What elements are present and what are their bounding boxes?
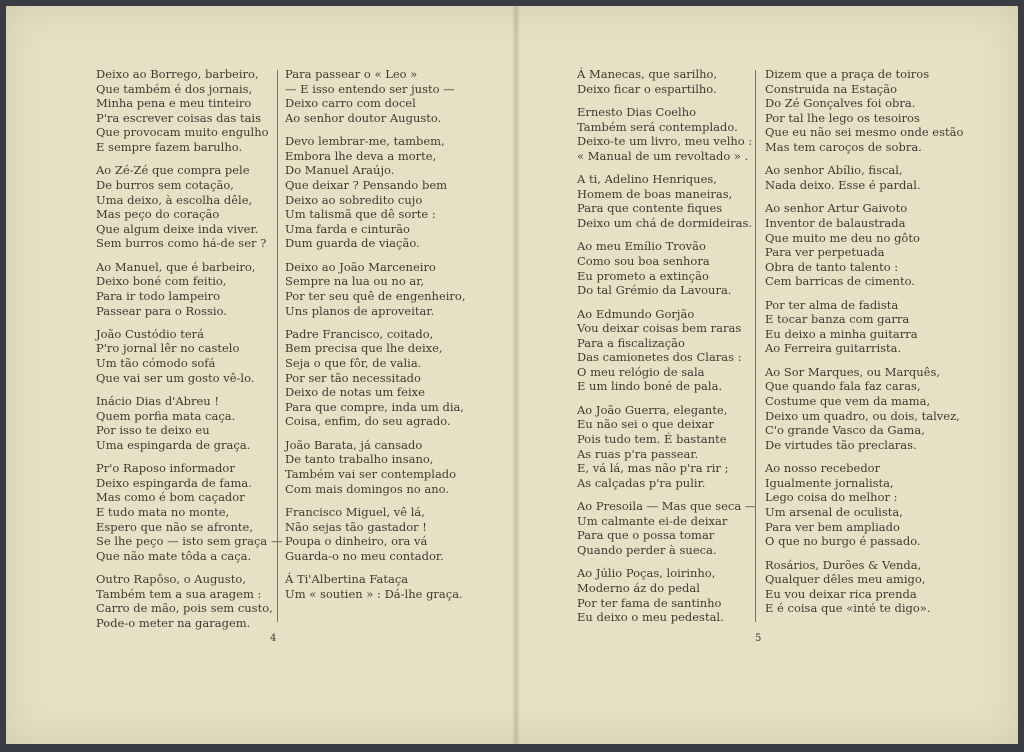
verse-line: Que algum deixe inda viver. (96, 221, 259, 236)
verse-line: Que também é dos jornais, (96, 81, 253, 96)
verse-line: Do Manuel Araújo. (285, 163, 395, 178)
stanza (577, 67, 757, 96)
verse-line: Ao Zé-Zé que compra pele (96, 163, 250, 178)
poem-column-page4-left (96, 67, 283, 639)
verse-line: Também vai ser contemplado (285, 467, 457, 482)
verse-line: Inácio Dias d'Abreu ! (96, 394, 219, 409)
poem-column-page4-right (285, 67, 465, 610)
verse-line: Espero que não se afronte, (96, 519, 253, 534)
verse-line: Para que contente fiques (577, 201, 723, 216)
verse-line: Não sejas tão gastador ! (285, 519, 427, 534)
verse-line: Também será contemplado. (577, 119, 738, 134)
verse-line: Ao Presoila — Mas que seca — (577, 499, 757, 514)
verse-line: Qualquer dêles meu amigo, (765, 572, 926, 587)
verse-line: Eu não sei o que deixar (577, 417, 714, 432)
verse-line: Para que compre, inda um dia, (285, 399, 465, 414)
verse-line: Por tal lhe lego os tesoiros (765, 110, 920, 125)
verse-line: Uma espingarda de graça. (96, 437, 251, 452)
stanza (96, 67, 276, 155)
verse-line: Pr'o Raposo informador (96, 461, 235, 476)
stanza (96, 394, 276, 452)
verse-line: Por ser tão necessitado (285, 370, 421, 385)
verse-line: Um arsenal de oculista, (765, 505, 903, 520)
verse-line: Por ter alma de fadista (765, 297, 899, 312)
verse-line: E tudo mata no monte, (96, 505, 230, 520)
verse-line: Á Ti'Albertina Fataça (285, 572, 409, 587)
verse-line: Para passear o « Leo » (285, 67, 418, 81)
verse-line: Eu vou deixar rica prenda (765, 586, 917, 601)
verse-line: Rosários, Durões & Venda, (765, 557, 922, 572)
verse-line: Para ver bem ampliado (765, 519, 900, 534)
verse-line: Ao senhor Abílio, fiscal, (765, 163, 903, 178)
verse-line: Uns planos de aproveitar. (285, 303, 435, 318)
verse-line: Ao Manuel, que é barbeiro, (96, 259, 256, 274)
verse-line: O meu relógio de sala (577, 364, 705, 379)
verse-line: Construida na Estação (765, 81, 898, 96)
verse-line: Deixo ao sobredito cujo (285, 192, 423, 207)
verse-line: Também tem a sua aragem : (96, 586, 262, 601)
verse-line: Uma deixo, à escolha dêle, (96, 192, 253, 207)
verse-line: Quando perder à sueca. (577, 543, 717, 557)
stanza (765, 163, 945, 192)
verse-line: De virtudes tão preclaras. (765, 437, 917, 452)
verse-line: Que deixar ? Pensando bem (285, 177, 448, 192)
verse-line: Por ter fama de santinho (577, 595, 722, 610)
verse-line: Passear para o Rossio. (96, 303, 227, 318)
stanza (285, 505, 465, 563)
verse-line: Nada deixo. Esse é pardal. (765, 177, 921, 192)
verse-line: Como sou boa senhora (577, 253, 710, 268)
stanza (765, 558, 945, 616)
poem-column-page5-left (577, 67, 757, 634)
stanza (285, 438, 465, 496)
verse-line: A ti, Adelino Henriques, (577, 172, 717, 187)
verse-line: Deixo carro com docel (285, 96, 416, 111)
stanza (96, 260, 276, 318)
verse-line: Se lhe peço — isto sem graça — (96, 534, 283, 549)
verse-line: Sempre na lua ou no ar, (285, 274, 425, 289)
stanza (96, 327, 276, 385)
stanza (765, 298, 945, 356)
verse-line: Eu prometo a extinção (577, 268, 709, 283)
verse-line: Dum guarda de viação. (285, 236, 420, 251)
stanza (285, 327, 465, 429)
stanza (765, 364, 960, 453)
verse-line: Um talismã que dê sorte : (285, 207, 436, 222)
verse-line: Deixo ao João Marceneiro (285, 259, 436, 274)
stanza (96, 572, 276, 630)
verse-line: Ao Sor Marques, ou Marquês, (765, 364, 940, 379)
stanza (577, 566, 757, 624)
page-number-5: 5 (755, 633, 762, 644)
verse-line: P'ra escrever coisas das tais (96, 110, 262, 125)
verse-line: Costume que vem da mama, (765, 394, 931, 409)
verse-line: Obra de tanto talento : (765, 259, 899, 274)
verse-line: Guarda-o no meu contador. (285, 548, 444, 563)
verse-line: Um calmante ei-de deixar (577, 513, 728, 528)
verse-line: Que quando fala faz caras, (765, 379, 921, 394)
verse-line: Para que o possa tomar (577, 528, 715, 543)
verse-line: Francisco Miguel, vê lá, (285, 505, 425, 520)
verse-line: Outro Rapôso, o Augusto, (96, 572, 246, 587)
verse-line: O que no burgo é passado. (765, 534, 921, 549)
verse-line: Que não mate tôda a caça. (96, 548, 252, 563)
verse-line: Minha pena e meu tinteiro (96, 96, 252, 111)
verse-line: Deixo de notas um feixe (285, 385, 425, 400)
verse-line: Para ir todo lampeiro (96, 288, 221, 303)
verse-line: E é coisa que «inté te digo». (765, 601, 931, 616)
verse-line: Deixo ao Borrego, barbeiro, (96, 67, 259, 81)
verse-line: Das camionetes dos Claras : (577, 350, 742, 365)
verse-line: Mas como é bom caçador (96, 490, 245, 505)
verse-line: Ao nosso recebedor (765, 461, 881, 476)
stanza (577, 105, 757, 163)
stanza (577, 239, 757, 297)
stanza (96, 461, 283, 563)
stanza (285, 134, 465, 251)
verse-line: Um « soutien » : Dá-lhe graça. (285, 586, 463, 601)
verse-line: Pode-o meter na garagem. (96, 615, 251, 630)
verse-line: Do Zé Gonçalves foi obra. (765, 96, 916, 111)
verse-line: Com mais domingos no ano. (285, 481, 450, 496)
verse-line: Sem burros como há-de ser ? (96, 236, 267, 251)
verse-line: Uma farda e cinturão (285, 221, 410, 236)
verse-line: Padre Francisco, coitado, (285, 326, 434, 341)
verse-line: « Manual de um revoltado » . (577, 148, 749, 163)
verse-line: Deixo ficar o espartilho. (577, 81, 717, 96)
verse-line: De burros sem cotação, (96, 177, 234, 192)
verse-line: Que muito me deu no gôto (765, 230, 920, 245)
verse-line: Carro de mão, pois sem custo, (96, 601, 273, 616)
verse-line: Um tão cómodo sofá (96, 356, 216, 371)
stanza (577, 172, 757, 230)
verse-line: Dizem que a praça de toiros (765, 67, 930, 81)
verse-line: De tanto trabalho insano, (285, 452, 434, 467)
verse-line: Ernesto Dias Coelho (577, 104, 697, 119)
verse-line: Deixo boné com feitio, (96, 274, 227, 289)
verse-line: Por ter seu quê de engenheiro, (285, 288, 466, 303)
verse-line: — E isso entendo ser justo — (285, 81, 455, 96)
stanza (285, 260, 465, 318)
verse-line: João Barata, já cansado (285, 437, 423, 452)
verse-line: E, vá lá, mas não p'ra rir ; (577, 461, 729, 476)
verse-line: Á Manecas, que sarilho, (577, 67, 718, 81)
verse-line: Devo lembrar-me, tambem, (285, 134, 445, 149)
stanza (96, 163, 276, 251)
verse-line: Vou deixar coisas bem raras (577, 321, 742, 336)
verse-line: Poupa o dinheiro, ora vá (285, 534, 428, 549)
verse-line: E sempre fazem barulho. (96, 139, 243, 154)
column-divider-page4 (277, 70, 278, 622)
verse-line: Ao João Guerra, elegante, (577, 402, 728, 417)
verse-line: Eu deixo a minha guitarra (765, 326, 918, 341)
stanza (285, 67, 465, 125)
verse-line: Cem barricas de cimento. (765, 274, 915, 289)
poem-column-page5-right (765, 67, 964, 625)
verse-line: Do tal Grémio da Lavoura. (577, 283, 732, 298)
verse-line: Ao senhor Artur Gaivoto (765, 201, 908, 216)
verse-line: Ao senhor doutor Augusto. (285, 110, 442, 125)
center-fold (512, 6, 520, 744)
verse-line: Ao Júlio Poças, loirinho, (577, 566, 716, 581)
stanza (285, 572, 465, 601)
page-number-4: 4 (270, 633, 277, 644)
verse-line: Moderno áz do pedal (577, 580, 700, 595)
verse-line: Ao Edmundo Gorjão (577, 306, 695, 321)
verse-line: Deixo-te um livro, meu velho : (577, 134, 753, 149)
verse-line: Seja o que fôr, de valia. (285, 356, 422, 371)
verse-line: Que vai ser um gosto vê-lo. (96, 370, 255, 385)
verse-line: Por isso te deixo eu (96, 423, 210, 438)
stanza (577, 499, 757, 557)
verse-line: Bem precisa que lhe deixe, (285, 341, 443, 356)
verse-line: Inventor de balaustrada (765, 215, 906, 230)
verse-line: Que provocam muito engulho (96, 125, 269, 140)
verse-line: Deixo espingarda de fama. (96, 475, 252, 490)
verse-line: Que eu não sei mesmo onde estão (765, 125, 964, 140)
verse-line: E um lindo boné de pala. (577, 379, 723, 394)
stanza (577, 307, 757, 395)
verse-line: Coisa, enfim, do seu agrado. (285, 414, 451, 429)
verse-line: Deixo um quadro, ou dois, talvez, (765, 408, 960, 423)
verse-line: Igualmente jornalista, (765, 475, 894, 490)
stanza (765, 461, 945, 549)
stanza (577, 403, 757, 491)
verse-line: As ruas p'ra passear. (577, 446, 699, 461)
verse-line: Pois tudo tem. É bastante (577, 432, 727, 447)
verse-line: E tocar banza com garra (765, 312, 910, 327)
verse-line: Lego coisa do melhor : (765, 490, 898, 505)
verse-line: Para a fiscalização (577, 335, 685, 350)
stanza (765, 67, 964, 155)
verse-line: Ao meu Emílio Trovão (577, 239, 706, 254)
verse-line: P'ro jornal lêr no castelo (96, 341, 240, 356)
verse-line: Ao Ferreira guitarrista. (765, 341, 902, 356)
verse-line: Deixo um chá de dormideiras. (577, 215, 753, 230)
verse-line: João Custódio terá (96, 326, 205, 341)
verse-line: Homem de boas maneiras, (577, 186, 733, 201)
verse-line: Embora lhe deva a morte, (285, 148, 437, 163)
verse-line: Mas tem caroços de sobra. (765, 139, 922, 154)
verse-line: C'o grande Vasco da Gama, (765, 423, 925, 438)
verse-line: As calçadas p'ra pulir. (577, 475, 706, 490)
verse-line: Mas peço do coração (96, 207, 220, 222)
stanza (765, 201, 945, 289)
column-divider-page5 (755, 70, 756, 622)
verse-line: Eu deixo o meu pedestal. (577, 610, 724, 625)
verse-line: Para ver perpetuada (765, 245, 885, 260)
verse-line: Quem porfia mata caça. (96, 408, 236, 423)
